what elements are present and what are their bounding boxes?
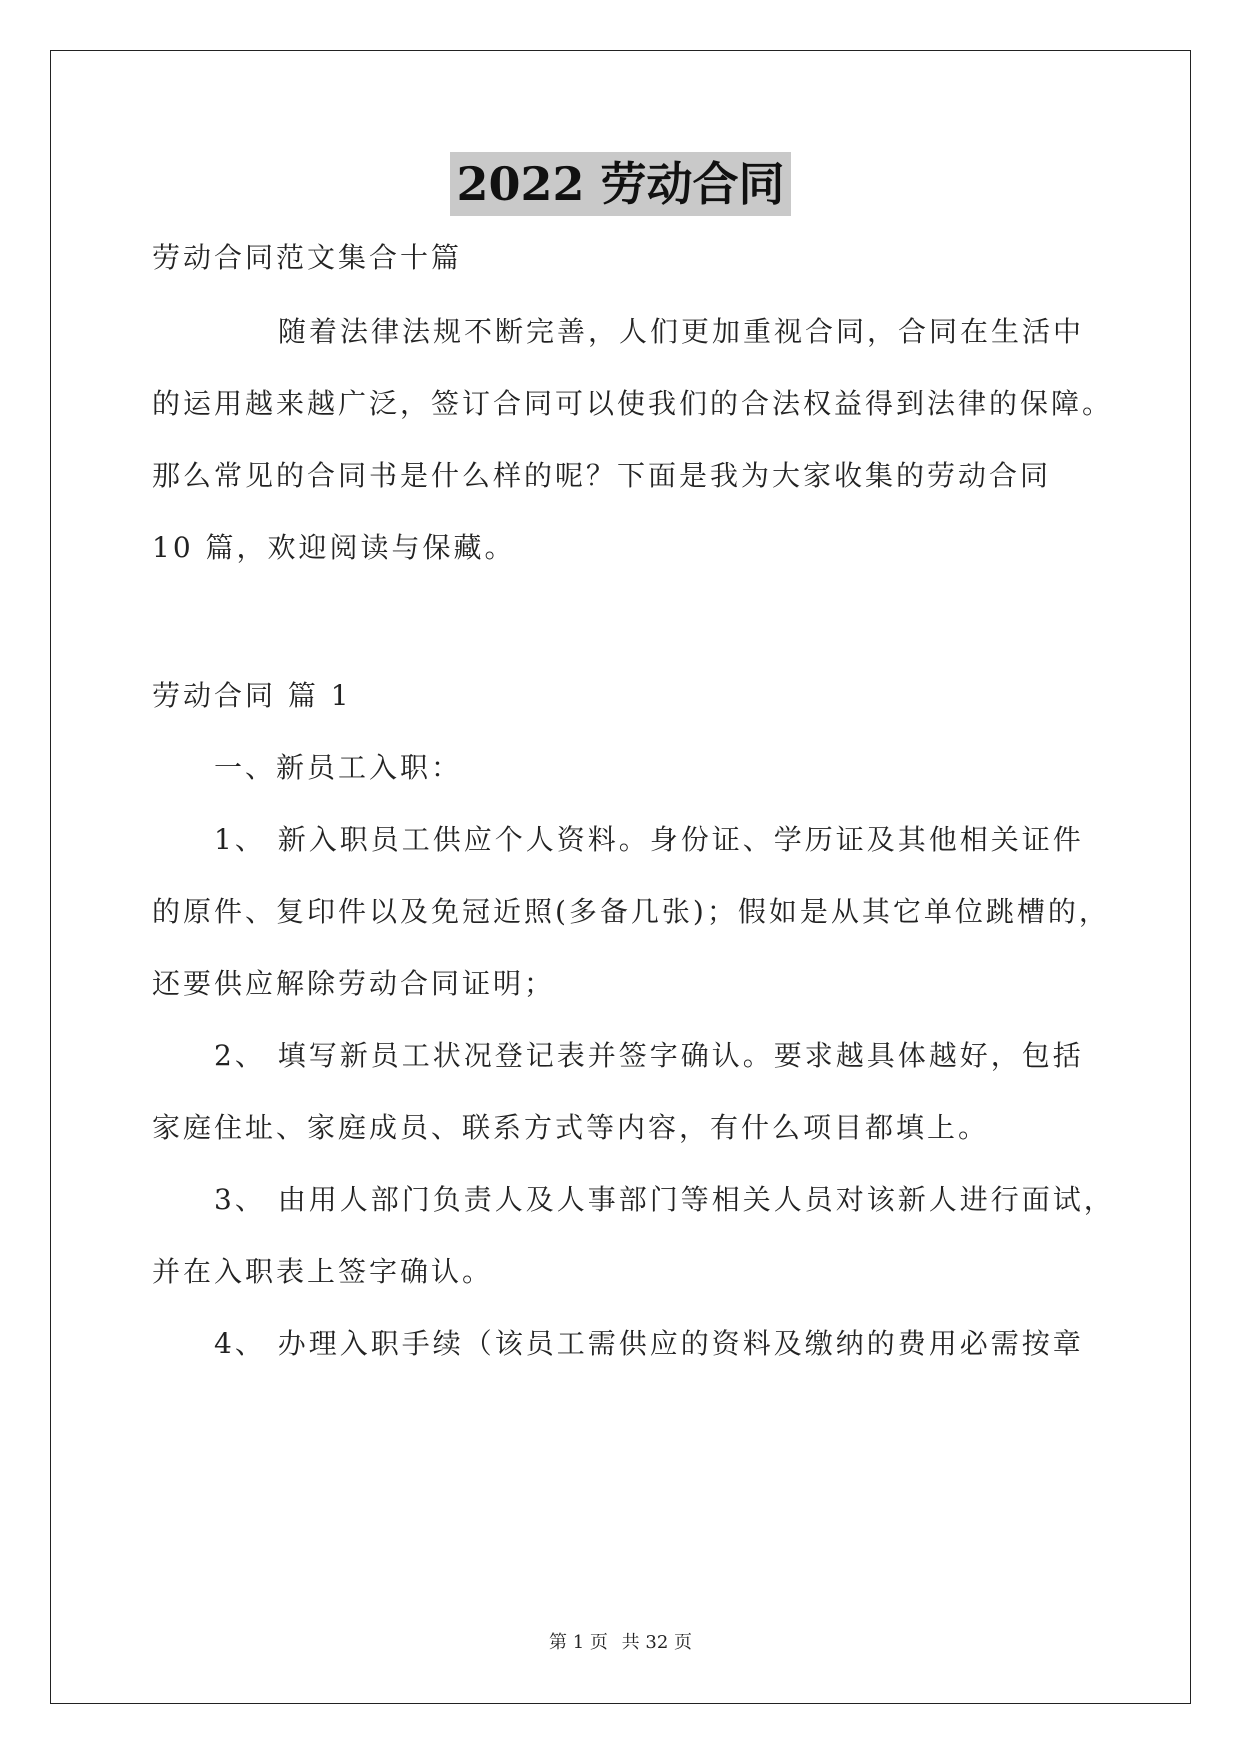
body-line: 1、 新入职员工供应个人资料。身份证、学历证及其他相关证件 — [214, 823, 1084, 856]
intro-line: 10 篇，欢迎阅读与保藏。 — [152, 531, 516, 564]
intro-line: 随着法律法规不断完善，人们更加重视合同，合同在生活中 — [278, 315, 1085, 348]
section-item-heading: 一、新员工入职： — [214, 751, 463, 784]
section-heading: 劳动合同 篇 1 — [152, 679, 352, 712]
body-line: 并在入职表上签字确认。 — [152, 1255, 494, 1288]
page-footer — [0, 1628, 1241, 1654]
body-line: 3、 由用人部门负责人及人事部门等相关人员对该新人进行面试， — [214, 1183, 1115, 1216]
intro-line: 的运用越来越广泛，签订合同可以使我们的合法权益得到法律的保障。 — [152, 387, 1114, 420]
subtitle: 劳动合同范文集合十篇 — [152, 241, 463, 274]
intro-line: 那么常见的合同书是什么样的呢？下面是我为大家收集的劳动合同 — [152, 459, 1052, 492]
page-frame — [50, 50, 1191, 1704]
document-title: 2022 劳动合同 — [450, 152, 790, 216]
page-total: 共 32 页 — [621, 1632, 692, 1653]
body-line: 2、 填写新员工状况登记表并签字确认。要求越具体越好，包括 — [214, 1039, 1084, 1072]
page-number: 第 1 页 — [549, 1632, 608, 1653]
body-line: 4、 办理入职手续（该员工需供应的资料及缴纳的费用必需按章 — [214, 1327, 1084, 1360]
body-line: 的原件、复印件以及免冠近照(多备几张)；假如是从其它单位跳槽的， — [152, 895, 1110, 928]
title-container — [0, 152, 1241, 216]
body-line: 还要供应解除劳动合同证明； — [152, 967, 556, 1000]
body-line: 家庭住址、家庭成员、联系方式等内容，有什么项目都填上。 — [152, 1111, 990, 1144]
